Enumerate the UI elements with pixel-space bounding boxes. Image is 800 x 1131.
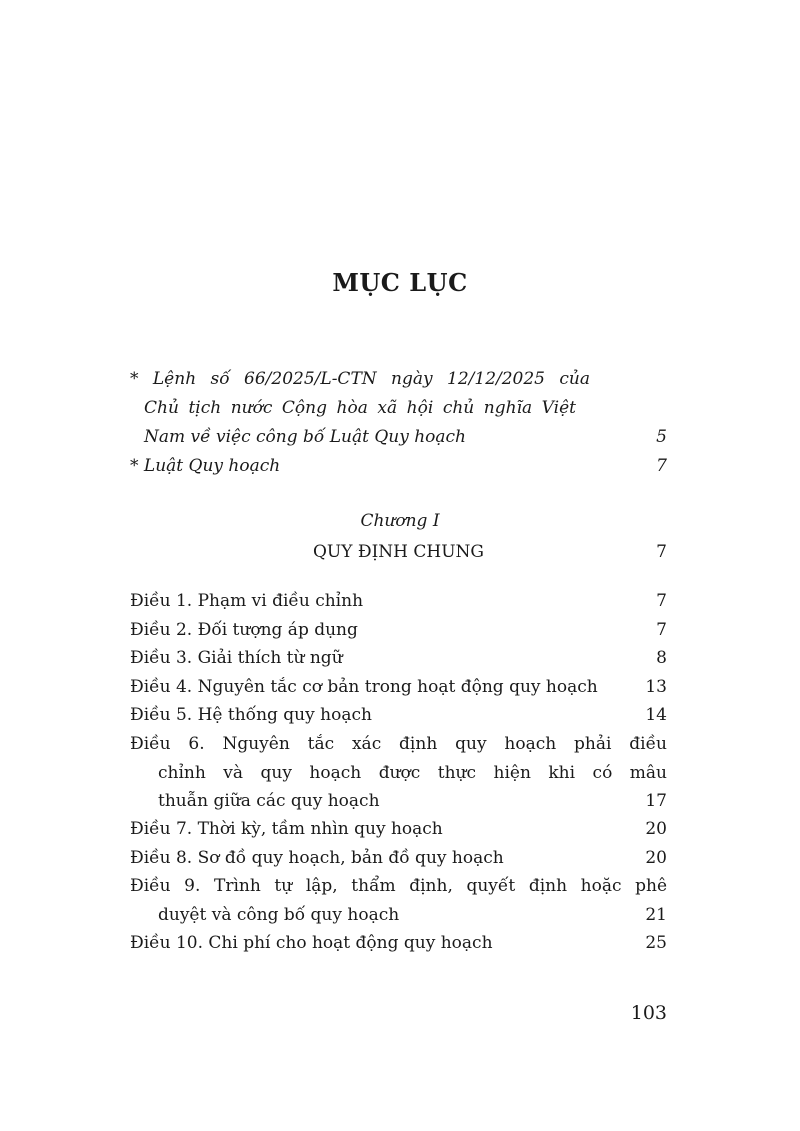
toc-entry-text: Điều 1. Phạm vi điều chỉnh xyxy=(130,591,364,611)
page-number: 103 xyxy=(630,1002,667,1024)
toc-entry-law xyxy=(130,452,667,480)
toc-entry-article-6-line-3 xyxy=(130,787,667,815)
toc-entry-page: 17 xyxy=(645,791,667,811)
toc-entry-page: 7 xyxy=(656,591,667,611)
toc-entry-article-7 xyxy=(130,815,667,843)
toc-entry-page: 14 xyxy=(645,705,667,725)
toc-entry-article-1 xyxy=(130,587,667,615)
toc-entry-decree-line-2 xyxy=(130,394,667,422)
toc-entry-page: 7 xyxy=(656,620,667,640)
toc-entry-text: chỉnh và quy hoạch được thực hiện khi có mâu xyxy=(158,763,667,783)
toc-entry-text: Điều 3. Giải thích từ ngữ xyxy=(130,648,343,668)
toc-entry-text: Điều 5. Hệ thống quy hoạch xyxy=(130,705,372,725)
toc-entry-article-6-line-2 xyxy=(130,759,667,787)
toc-entry-article-10 xyxy=(130,929,667,957)
toc-entry-text: thuẫn giữa các quy hoạch xyxy=(158,791,380,811)
toc-entry-text: duyệt và công bố quy hoạch xyxy=(158,905,400,925)
toc-entry-article-9-line-2 xyxy=(130,901,667,929)
toc-entry-page: 21 xyxy=(645,905,667,925)
toc-entry-text: Điều 4. Nguyên tắc cơ bản trong hoạt động quy hoạch xyxy=(130,677,598,697)
toc-entry-page: 8 xyxy=(656,648,667,668)
chapter-page: 7 xyxy=(656,542,667,562)
toc-entry-text: * Lệnh số 66/2025/L-CTN ngày 12/12/2025 của xyxy=(130,369,590,389)
toc-entry-page: 7 xyxy=(656,456,667,476)
toc-entry-page: 25 xyxy=(645,933,667,953)
chapter-label: Chương I xyxy=(360,511,440,531)
page-title: MỤC LỤC xyxy=(332,268,468,297)
toc-entry-page: 20 xyxy=(645,848,667,868)
toc-entry-article-8 xyxy=(130,844,667,872)
toc-entry-text: Điều 9. Trình tự lập, thẩm định, quyết định hoặc phê xyxy=(130,876,667,896)
toc-entry-page: 13 xyxy=(645,677,667,697)
toc-entry-text: Điều 2. Đối tượng áp dụng xyxy=(130,620,358,640)
chapter-title: QUY ĐỊNH CHUNG xyxy=(312,542,485,562)
toc-entry-article-3 xyxy=(130,644,667,672)
toc-entry-text: Điều 7. Thời kỳ, tầm nhìn quy hoạch xyxy=(130,819,443,839)
toc-entry-decree-line-1 xyxy=(130,365,667,393)
toc-entry-article-9-line-1 xyxy=(130,872,667,900)
toc-entry-article-4 xyxy=(130,673,667,701)
toc-entry-text: Điều 10. Chi phí cho hoạt động quy hoạch xyxy=(130,933,493,953)
toc-entry-page: 5 xyxy=(656,427,667,447)
toc-entry-text: Điều 6. Nguyên tắc xác định quy hoạch phải điều xyxy=(130,734,667,754)
toc-entry-article-5 xyxy=(130,701,667,729)
chapter-heading xyxy=(130,538,667,566)
toc-entry-text: Chủ tịch nước Cộng hòa xã hội chủ nghĩa Việt xyxy=(144,398,576,418)
toc-entry-text: Điều 8. Sơ đồ quy hoạch, bản đồ quy hoạch xyxy=(130,848,504,868)
toc-entry-decree-line-3 xyxy=(130,423,667,451)
toc-entry-article-2 xyxy=(130,616,667,644)
toc-entry-article-6-line-1 xyxy=(130,730,667,758)
toc-entry-page: 20 xyxy=(645,819,667,839)
toc-entry-text: * Luật Quy hoạch xyxy=(130,456,281,476)
toc-entry-text: Nam về việc công bố Luật Quy hoạch xyxy=(144,427,466,447)
